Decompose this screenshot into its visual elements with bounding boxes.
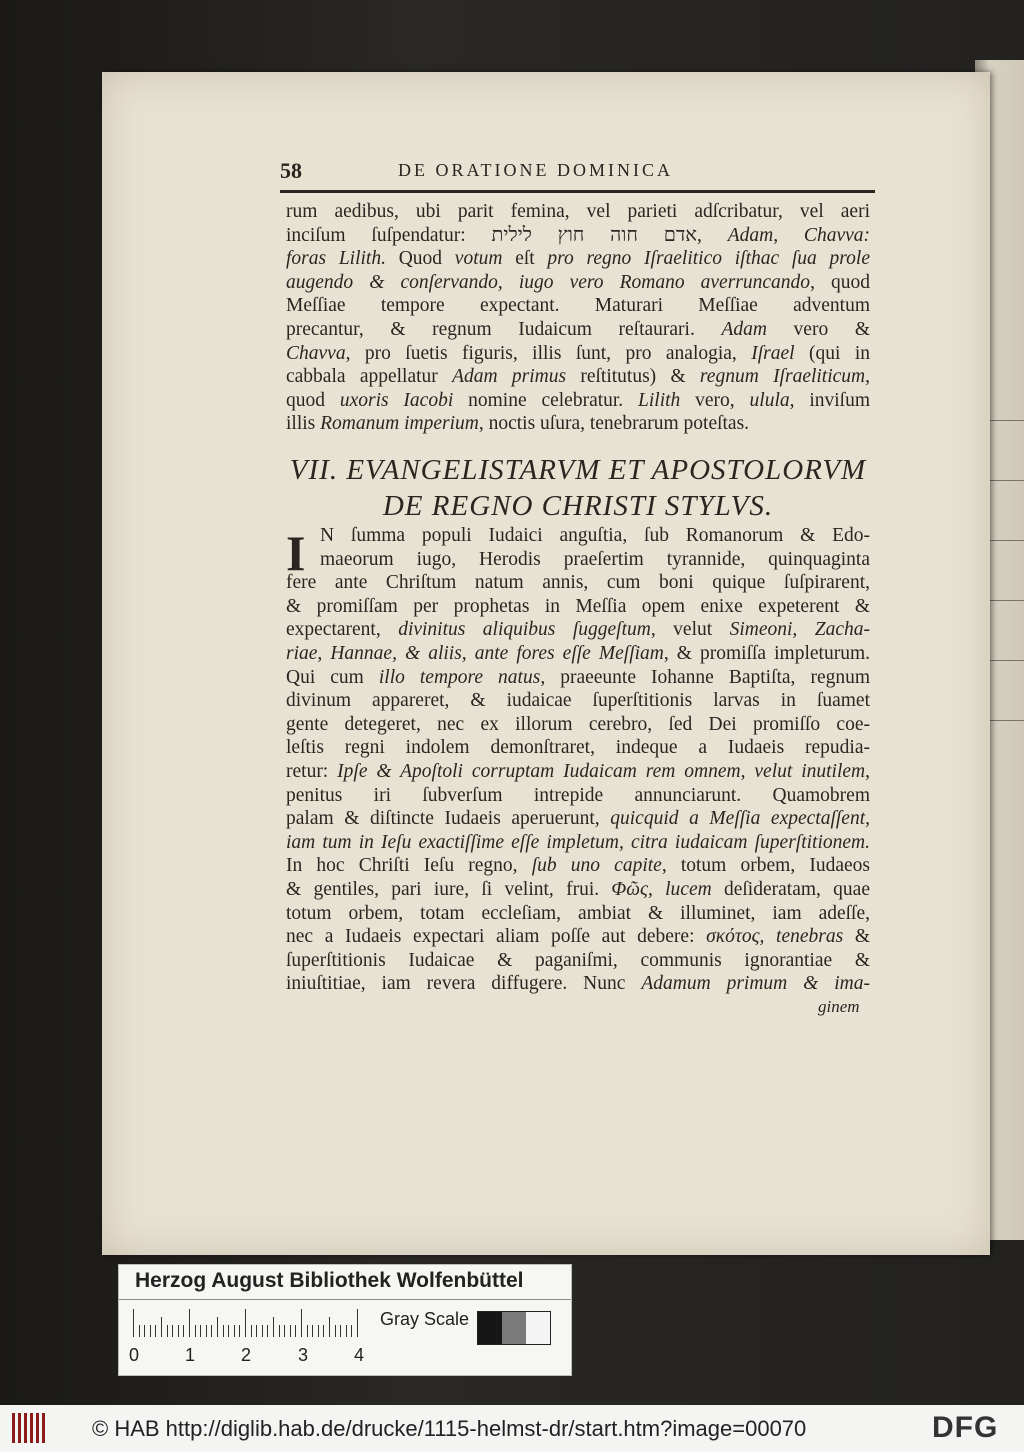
italic-run: ſub uno capite bbox=[531, 855, 662, 877]
ruler-tick bbox=[189, 1309, 190, 1337]
gray-scale-swatches bbox=[477, 1311, 551, 1345]
text-run: , bbox=[865, 760, 870, 782]
hab-logo-icon bbox=[12, 1413, 46, 1443]
italic-run: iam tum in Ieſu exactiſſime eſſe impletum, citra iudaicam ſuperſtitionem. bbox=[286, 831, 870, 853]
ruler-tick bbox=[211, 1325, 212, 1337]
text-line bbox=[286, 595, 870, 619]
section-title bbox=[282, 452, 874, 524]
text-run: , inviſum bbox=[789, 389, 871, 411]
text-run: fere ante Chriſtum natum annis, cum boni quique ſuſpirarent, bbox=[286, 572, 870, 594]
text-line bbox=[286, 925, 870, 949]
italic-run: foras Lilith. bbox=[286, 248, 386, 270]
text-line bbox=[286, 878, 870, 902]
text-line bbox=[286, 831, 870, 855]
text-line bbox=[286, 760, 870, 784]
text-run: & promiſſam per prophetas in Meſſia opem enixe expeterent & bbox=[286, 595, 870, 617]
text-line bbox=[286, 389, 870, 413]
ruler-tick bbox=[267, 1325, 268, 1337]
text-run: , pro ſuetis figuris, illis ſunt, pro analogia, bbox=[345, 342, 752, 364]
text-run: In hoc Chriſti Ieſu regno, bbox=[286, 855, 532, 877]
text-run: gente detegeret, nec ex illorum cerebro, ſed Dei promiſſo coe- bbox=[286, 713, 870, 735]
ruler-tick bbox=[167, 1325, 168, 1337]
ruler-tick bbox=[133, 1309, 134, 1337]
text-run: palam & diſtincte Iudaeis aperuerunt, bbox=[286, 808, 611, 830]
text-run: nomine celebratur. bbox=[453, 389, 639, 411]
text-run: expectarent, bbox=[286, 619, 399, 641]
running-head bbox=[280, 158, 875, 188]
text-run: rum aedibus, ubi parit femina, vel parieti adſcribatur, vel aeri bbox=[286, 201, 870, 222]
text-run: quod bbox=[286, 389, 340, 411]
text-run: nec a Iudaeis expectari aliam poſſe aut debere: bbox=[286, 926, 707, 948]
gray-swatch-light bbox=[526, 1312, 550, 1344]
text-run: inciſum ſuſpendatur: bbox=[286, 224, 492, 246]
text-run: Quod bbox=[385, 248, 455, 270]
text-line bbox=[286, 618, 870, 642]
italic-run: Lilith bbox=[638, 389, 681, 411]
text-line bbox=[286, 854, 870, 878]
text-run: divinum appareret, & iudaicae ſuperſtitionis larvas in ſuamet bbox=[286, 690, 870, 712]
text-run: Qui cum bbox=[286, 666, 379, 688]
ruler-tick bbox=[178, 1325, 179, 1337]
text-run: cabbala appellatur bbox=[286, 366, 453, 388]
italic-run: illo tempore natus bbox=[378, 666, 541, 688]
text-run: leſtis regni indolem demonſtraret, indeque a Iudaeis repudia- bbox=[286, 737, 870, 759]
text-line bbox=[286, 524, 870, 548]
ruler-tick bbox=[183, 1325, 184, 1337]
text-run: , praeeunte Iohanne Baptiſta, regnum bbox=[540, 666, 871, 688]
gray-swatch-dark bbox=[478, 1312, 502, 1344]
text-line bbox=[286, 247, 870, 271]
italic-run: augendo & conſervando, iugo vero Romano averruncando bbox=[286, 271, 811, 293]
measurement-ruler bbox=[133, 1307, 373, 1345]
ruler-tick bbox=[245, 1309, 246, 1337]
text-line bbox=[286, 784, 870, 808]
italic-run: Simeoni, Zacha- bbox=[729, 619, 870, 641]
ruler-tick bbox=[206, 1325, 207, 1337]
head-rule bbox=[280, 190, 875, 193]
ruler-tick bbox=[351, 1325, 352, 1337]
text-run: vero, bbox=[680, 389, 750, 411]
ruler-tick bbox=[301, 1309, 302, 1337]
text-run: , bbox=[697, 224, 728, 246]
text-line bbox=[286, 736, 870, 760]
ruler-tick bbox=[318, 1325, 319, 1337]
library-color-card bbox=[118, 1264, 572, 1376]
text-run: N ſumma populi Iudaici anguſtia, ſub Romanorum & Edo- bbox=[320, 525, 870, 546]
ruler-number: 2 bbox=[241, 1345, 252, 1365]
text-run: , velut bbox=[650, 619, 730, 641]
ruler-number: 3 bbox=[298, 1345, 309, 1365]
text-run: , totum orbem, Iudaeos bbox=[661, 855, 870, 877]
ruler-tick bbox=[312, 1325, 313, 1337]
italic-run: pro regno Iſraelitico iſthac ſua prole bbox=[547, 248, 870, 270]
text-run: iniuſtitiae, iam revera diffugere. Nunc bbox=[286, 973, 642, 995]
paragraph-section-vii bbox=[286, 524, 870, 996]
italic-run: ulula bbox=[749, 389, 790, 411]
text-line bbox=[286, 902, 870, 926]
text-line bbox=[286, 200, 870, 224]
ruler-tick bbox=[161, 1317, 162, 1337]
text-run: , & promiſſa impleturum. bbox=[663, 642, 870, 664]
text-run: totum orbem, totam eccleſiam, ambiat & illuminet, iam adeſſe, bbox=[286, 902, 870, 924]
gray-swatch-mid bbox=[502, 1312, 526, 1344]
drop-capital: I bbox=[286, 525, 306, 581]
text-line bbox=[286, 666, 870, 690]
ruler-tick bbox=[346, 1325, 347, 1337]
ruler-tick bbox=[172, 1325, 173, 1337]
text-run: precantur, & regnum Iudaicum reſtaurari. bbox=[286, 318, 722, 340]
text-run: ſuperſtitionis Iudaicae & paganiſmi, communis ignorantiae & bbox=[286, 949, 870, 971]
text-run: retur: bbox=[286, 760, 338, 782]
text-line bbox=[286, 689, 870, 713]
ruler-tick bbox=[340, 1325, 341, 1337]
text-line bbox=[286, 972, 870, 996]
text-line bbox=[286, 807, 870, 831]
text-line bbox=[286, 548, 870, 572]
source-credit-link[interactable]: © HAB http://diglib.hab.de/drucke/1115-helmst-dr/start.htm?image=00070 bbox=[92, 1416, 807, 1441]
text-run: maeorum iugo, Herodis praeſertim tyrannide, quinquaginta bbox=[320, 548, 870, 570]
ruler-tick bbox=[290, 1325, 291, 1337]
text-line bbox=[286, 949, 870, 973]
catchword: ginem bbox=[818, 997, 860, 1016]
ruler-tick bbox=[284, 1325, 285, 1337]
italic-run: Romanum imperium bbox=[320, 413, 479, 435]
ruler-tick bbox=[234, 1325, 235, 1337]
text-run: , quod bbox=[810, 271, 871, 293]
section-title-line-1: VII. EVANGELISTARVM ET APOSTOLORVM bbox=[289, 454, 867, 486]
ruler-tick bbox=[195, 1325, 196, 1337]
ruler-tick bbox=[223, 1325, 224, 1337]
text-run: אדם חוה חוץ לילית bbox=[491, 224, 698, 246]
text-run: , noctis uſura, tenebrarum poteſtas. bbox=[478, 413, 750, 435]
italic-run: Adam bbox=[721, 318, 767, 340]
text-line bbox=[286, 294, 870, 318]
italic-run: Φῶς, lucem bbox=[611, 878, 712, 900]
text-line bbox=[286, 713, 870, 737]
text-run: penitus iri ſubverſum intrepide annunciarunt. Quamobrem bbox=[286, 784, 870, 806]
ruler-tick bbox=[217, 1317, 218, 1337]
ruler-number: 1 bbox=[185, 1345, 196, 1365]
ruler-tick bbox=[279, 1325, 280, 1337]
italic-run: σκότος, tenebras bbox=[706, 926, 844, 948]
italic-run: Chavva bbox=[286, 342, 346, 364]
ruler-tick bbox=[262, 1325, 263, 1337]
italic-run: regnum Iſraeliticum bbox=[699, 366, 866, 388]
italic-run: Adam primus bbox=[452, 366, 567, 388]
ruler-tick bbox=[335, 1325, 336, 1337]
ruler-tick bbox=[139, 1325, 140, 1337]
text-run: , bbox=[865, 366, 871, 388]
italic-run: Adamum primum & ima- bbox=[641, 973, 870, 995]
ruler-number: 4 bbox=[354, 1345, 365, 1365]
footer-bar bbox=[0, 1405, 1024, 1452]
text-run: vero & bbox=[766, 318, 870, 340]
dfg-logo: DFG bbox=[932, 1411, 999, 1444]
ruler-tick bbox=[307, 1325, 308, 1337]
ruler-tick bbox=[144, 1325, 145, 1337]
ruler-tick bbox=[273, 1317, 274, 1337]
italic-run: Iſrael bbox=[751, 342, 795, 364]
ruler-number: 0 bbox=[129, 1345, 140, 1365]
ruler-tick bbox=[150, 1325, 151, 1337]
ruler-tick bbox=[357, 1309, 358, 1337]
text-run: deſideratam, quae bbox=[711, 878, 870, 900]
text-line bbox=[286, 571, 870, 595]
gray-scale-label: Gray Scale bbox=[380, 1309, 470, 1329]
text-run: reſtitutus) & bbox=[566, 366, 700, 388]
ruler-tick bbox=[228, 1325, 229, 1337]
ruler-tick bbox=[200, 1325, 201, 1337]
library-name: Herzog August Bibliothek Wolfenbüttel bbox=[135, 1269, 524, 1292]
italic-run: quicquid a Meſſia expectaſſent, bbox=[610, 808, 870, 830]
text-line bbox=[286, 642, 870, 666]
italic-run: Ipſe & Apoſtoli corruptam Iudaicam rem omnem, velut inutilem bbox=[337, 760, 866, 782]
text-run: Meſſiae tempore expectant. Maturari Meſſiae adventum bbox=[286, 295, 870, 317]
ruler-tick bbox=[323, 1325, 324, 1337]
text-line bbox=[286, 224, 870, 248]
text-run: (qui in bbox=[794, 342, 870, 364]
ruler-tick bbox=[329, 1317, 330, 1337]
text-line bbox=[286, 412, 870, 436]
text-line bbox=[286, 365, 870, 389]
italic-run: riae, Hannae, & aliis, ante fores eſſe Meſſiam bbox=[286, 642, 664, 664]
italic-run: votum bbox=[454, 248, 503, 270]
ruler-tick bbox=[239, 1325, 240, 1337]
italic-run: divinitus aliquibus ſuggeſtum bbox=[398, 619, 651, 641]
text-run: & gentiles, pari iure, ſi velint, frui. bbox=[286, 878, 612, 900]
text-line bbox=[286, 342, 870, 366]
italic-run: uxoris Iacobi bbox=[339, 389, 454, 411]
card-divider bbox=[119, 1299, 571, 1300]
ruler-tick bbox=[256, 1325, 257, 1337]
text-run: illis bbox=[286, 413, 321, 435]
paragraph-continued bbox=[286, 200, 870, 436]
running-title: DE ORATIONE DOMINICA bbox=[398, 160, 673, 180]
ruler-tick bbox=[155, 1325, 156, 1337]
text-run: eſt bbox=[502, 248, 548, 270]
text-line bbox=[286, 318, 870, 342]
text-run: & bbox=[843, 926, 870, 948]
ruler-tick bbox=[295, 1325, 296, 1337]
ruler-tick bbox=[251, 1325, 252, 1337]
section-title-line-2: DE REGNO CHRISTI STYLVS. bbox=[382, 490, 774, 522]
text-line bbox=[286, 271, 870, 295]
page-number: 58 bbox=[280, 158, 302, 183]
italic-run: Adam, Chavva: bbox=[727, 224, 870, 246]
